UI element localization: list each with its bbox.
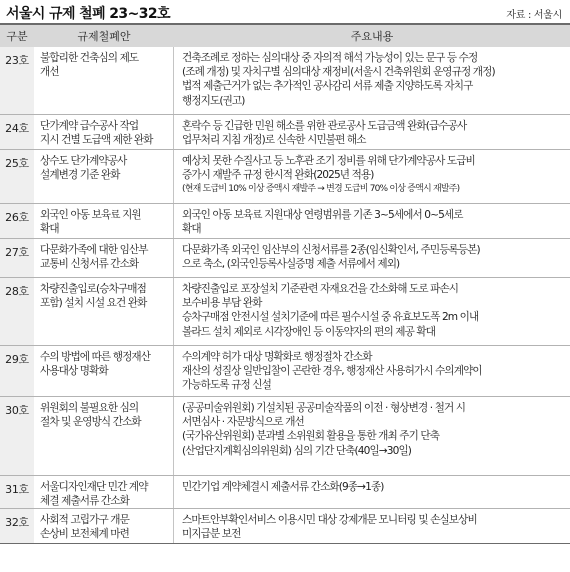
row-title-line: 차량진출입로(승차구매점 [40, 283, 146, 295]
row-number: 28호 [0, 278, 34, 345]
row-title [34, 150, 174, 203]
row-content-line: (국가유산위원회) 분과별 소위원회 활용을 통한 개최 주기 단축 [182, 430, 440, 443]
row-content-line: (산업단지계획심의위원회) 심의 기간 단축(40일→30일) [182, 444, 412, 457]
row-number: 23호 [0, 47, 34, 114]
row-content-line: 건축조례로 정하는 심의대상 중 자의적 해석 가능성이 있는 문구 등 수정 [182, 52, 478, 64]
row-title [34, 346, 174, 396]
row-title-line: 다문화가족에 대한 임산부 [40, 244, 148, 256]
row-title-line: 수의 방법에 따른 행정재산 [40, 351, 151, 363]
table-row [0, 47, 570, 115]
row-title [34, 115, 174, 149]
row-title [34, 509, 174, 543]
row-content [174, 115, 570, 149]
row-title-line: 상수도 단가계약공사 [40, 155, 127, 167]
row-number: 27호 [0, 239, 34, 277]
row-number: 25호 [0, 150, 34, 203]
row-content-line: (조례 개정) 및 자치구별 심의대상 재정비(서울시 건축위원회 운영규정 개정) [182, 66, 495, 79]
row-title-line: 개선 [40, 66, 59, 79]
table-row [0, 476, 570, 509]
row-content-line: 스마트안부확인서비스 이용시민 대상 강제개문 모니터링 및 손실보상비 [182, 514, 477, 526]
row-number: 32호 [0, 509, 34, 543]
row-content [174, 47, 570, 114]
row-title-line: 서울디자인재단 민간 계약 [40, 481, 148, 493]
row-title-line: 손상비 보전체계 마련 [40, 528, 129, 541]
table-row [0, 150, 570, 204]
row-content-line: (현재 도급비 10% 이상 증액시 재발주 → 변경 도급비 70% 이상 증액시 재발주) [182, 184, 460, 195]
row-content [174, 239, 570, 277]
table-header [0, 23, 570, 47]
row-content-line: 민간기업 계약체결시 제출서류 간소화(9종→1종) [182, 481, 384, 493]
row-number: 29호 [0, 346, 34, 396]
row-content-line: 승차구매점 안전시설 설치기준에 따른 필수시설 중 유효보도폭 2m 이내 [182, 311, 479, 324]
header-content: 주요내용 [350, 30, 394, 43]
row-number: 31호 [0, 476, 34, 508]
row-content [174, 150, 570, 203]
row-content-line: 증가시 재발주 규정 한시적 완화(2025년 적용) [182, 169, 374, 182]
row-content-line: 보수비용 부담 완화 [182, 297, 262, 310]
table-row [0, 509, 570, 544]
row-title-line: 사용대상 명확화 [40, 365, 108, 378]
row-title-line: 절차 및 운영방식 간소화 [40, 416, 141, 429]
row-content-line: 확대 [182, 223, 201, 236]
row-number: 26호 [0, 204, 34, 238]
row-title-line: 설계변경 기준 완화 [40, 169, 120, 182]
row-content-line: 재산의 성질상 일반입찰이 곤란한 경우, 행정재산 사용허가시 수의계약이 [182, 365, 482, 378]
row-title [34, 239, 174, 277]
row-title-line: 교통비 신청서류 간소화 [40, 258, 139, 271]
row-title-line: 사회적 고립가구 개문 [40, 514, 129, 526]
table-row [0, 397, 570, 476]
regulation-table [0, 23, 570, 544]
row-title [34, 397, 174, 475]
row-content-line: 서면심사 · 자문방식으로 개선 [182, 416, 304, 429]
row-content [174, 346, 570, 396]
row-content [174, 397, 570, 475]
table-row [0, 239, 570, 278]
row-content [174, 278, 570, 345]
page-title: 서울시 규제 철폐 23~32호 [6, 6, 170, 22]
row-title [34, 47, 174, 114]
row-number: 24호 [0, 115, 34, 149]
row-content [174, 204, 570, 238]
table-row [0, 115, 570, 150]
row-content-line: 미지급분 보전 [182, 528, 241, 541]
row-content-line: 가능하도록 규정 신설 [182, 379, 271, 392]
row-title-line: 불합리한 건축심의 제도 [40, 52, 139, 64]
row-content-line: 볼라드 설치 제외로 시각장애인 등 이동약자의 편의 제공 확대 [182, 325, 436, 338]
table-row [0, 204, 570, 239]
row-content-line: 법적 제출근거가 없는 추가적인 공사감리 서류 제출 지양하도록 자치구 [182, 80, 473, 93]
row-title-line: 위원회의 불필요한 심의 [40, 402, 139, 414]
row-content-line: 예상치 못한 수질사고 등 노후관 조기 정비를 위해 단가계약공사 도급비 [182, 155, 475, 167]
row-title [34, 278, 174, 345]
row-title-line: 외국인 아동 보육료 지원 [40, 209, 141, 221]
row-content-line: 혼락수 등 긴급한 민원 해소를 위한 관로공사 도급금액 완화(급수공사 [182, 120, 467, 132]
row-content-line: 다문화가족 외국인 임산부의 신청서류를 2종(임신확인서, 주민등록등본) [182, 244, 480, 256]
row-content-line: 행정지도(권고) [182, 94, 245, 107]
row-content-line: 으로 축소, (외국인등록사실증명 제출 서류에서 제외) [182, 258, 400, 271]
table-row [0, 278, 570, 346]
row-title-line: 확대 [40, 223, 59, 236]
row-content-line: 수의계약 허가 대상 명확화로 행정절차 간소화 [182, 351, 372, 363]
row-title-line: 단가계약 급수공사 작업 [40, 120, 139, 132]
header-name: 규제철폐안 [77, 30, 131, 43]
row-title-line: 포함) 설치 시설 요건 완화 [40, 297, 147, 310]
row-content-line: 업무처리 지침 개정)로 신속한 시민불편 해소 [182, 134, 366, 147]
header-num: 구분 [6, 30, 28, 43]
row-title-line: 체결 제출서류 간소화 [40, 495, 129, 508]
row-number: 30호 [0, 397, 34, 475]
table-row [0, 346, 570, 397]
row-content [174, 509, 570, 543]
row-title [34, 204, 174, 238]
row-content-line: 외국인 아동 보육료 지원대상 연령범위를 기존 3~5세에서 0~5세로 [182, 209, 463, 221]
table-body [0, 47, 570, 544]
source-note: 자료 : 서울시 [506, 10, 562, 21]
row-title [34, 476, 174, 508]
row-title-line: 지시 건별 도급액 제한 완화 [40, 134, 153, 147]
row-content-line: 차량진출입로 포장설치 기준관련 자재요건을 간소화해 도로 파손시 [182, 283, 459, 295]
row-content [174, 476, 570, 508]
row-content-line: (공공미술위원회) 기설치된 공공미술작품의 이전 · 형상변경 · 철거 시 [182, 402, 466, 414]
